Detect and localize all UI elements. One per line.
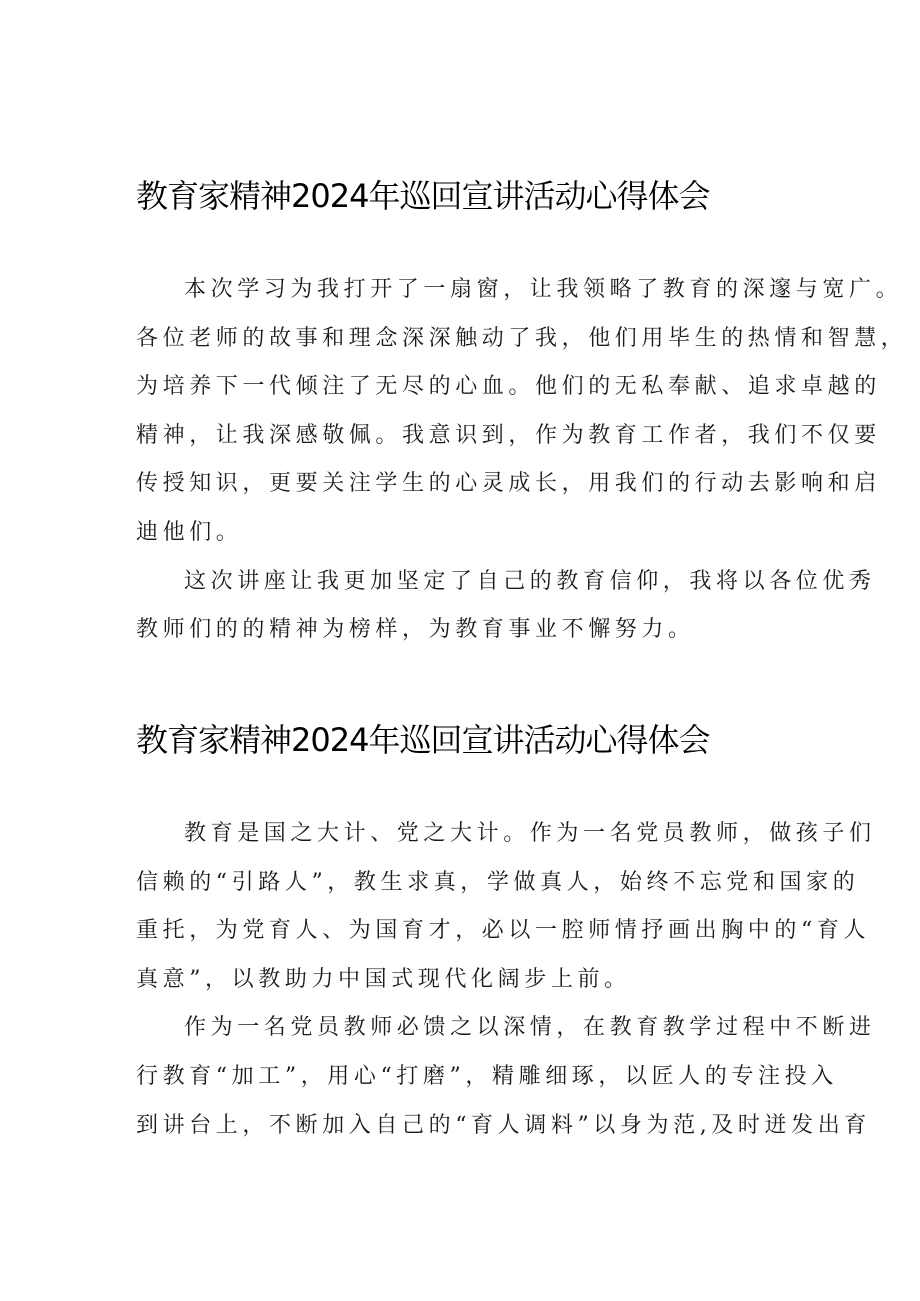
text-line: 信赖的“引路人”，教生求真，学做真人，始终不忘党和国家的 <box>136 869 860 895</box>
text-line: 行教育“加工”，用心“打磨”，精雕细琢，以匠人的专注投入 <box>136 1063 838 1089</box>
paragraph <box>136 558 876 655</box>
text-line: 真意”，以教助力中国式现代化阔步上前。 <box>136 966 631 992</box>
text-line: 重托，为党育人、为国育才，必以一腔师情抒画出胸中的“育人 <box>136 918 871 944</box>
section-title: 教育家精神2024年巡回宣讲活动心得体会 <box>136 177 710 215</box>
text-line: 为培养下一代倾注了无尽的心血。他们的无私奉献、追求卓越的 <box>136 374 881 400</box>
text-line: 精神，让我深感敬佩。我意识到，作为教育工作者，我们不仅要 <box>136 422 881 448</box>
text-line: 到讲台上，不断加入自己的“育人调料”以身为范,及时迸发出育 <box>136 1112 871 1138</box>
text-line: 迪他们。 <box>136 519 243 545</box>
section-body <box>136 810 876 1150</box>
section-body <box>136 266 908 655</box>
paragraph <box>136 810 876 1004</box>
text-line: 教育是国之大计、党之大计。作为一名党员教师，做孩子们 <box>184 821 876 846</box>
text-line: 这次讲座让我更加坚定了自己的教育信仰，我将以各位优秀 <box>184 568 876 594</box>
text-line: 作为一名党员教师必馈之以深情，在教育教学过程中不断进 <box>184 1015 876 1041</box>
text-line: 传授知识，更要关注学生的心灵成长，用我们的行动去影响和启 <box>136 471 881 497</box>
section-title: 教育家精神2024年巡回宣讲活动心得体会 <box>136 721 710 759</box>
text-line: 教师们的的精神为榜样，为教育事业不懈努力。 <box>136 617 695 643</box>
paragraph <box>136 1004 876 1150</box>
text-line: 各位老师的故事和理念深深触动了我，他们用毕生的热情和智慧， <box>136 325 908 351</box>
text-line: 本次学习为我打开了一扇窗，让我领略了教育的深邃与宽广。 <box>184 277 903 302</box>
paragraph <box>136 266 908 558</box>
